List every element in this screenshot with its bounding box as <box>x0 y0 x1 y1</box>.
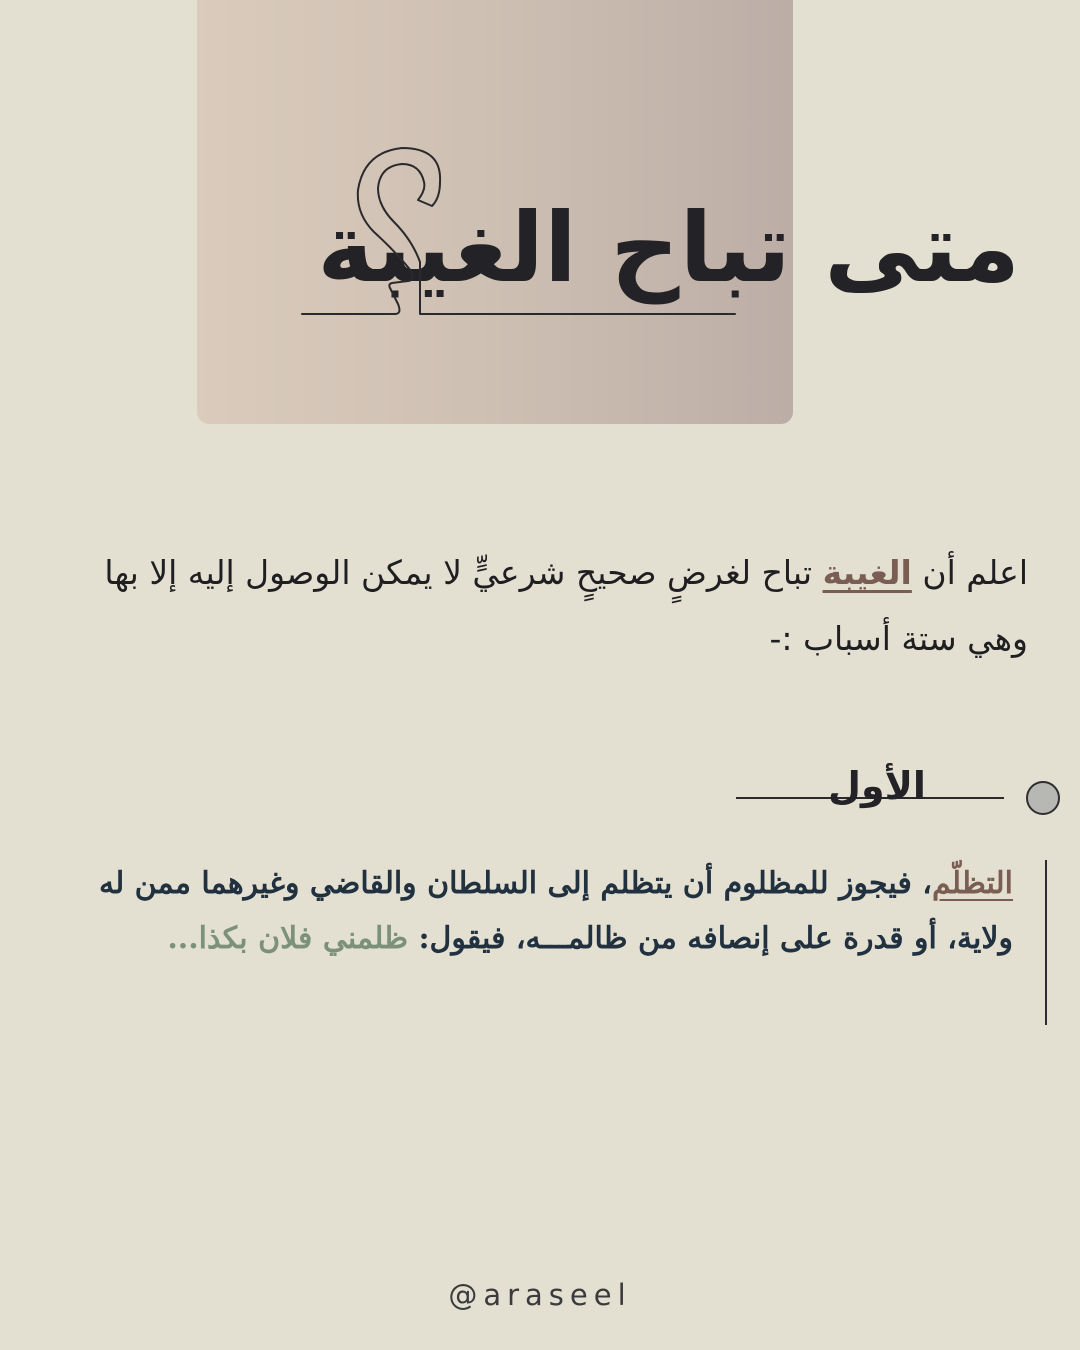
bullet-circle-icon <box>1026 781 1060 815</box>
quote-body: ، فيجوز للمظلوم أن يتظلم إلى السلطان والقاضي وغيرهما ممن له ولاية، أو قدرة على إنصافه من ظالمـــه، فيقول: <box>99 866 1013 956</box>
question-mark-icon <box>300 140 750 320</box>
quote-paragraph <box>70 856 1013 966</box>
quote-bar <box>1045 860 1047 1025</box>
quote-term: التظلّم <box>931 866 1013 901</box>
intro-paragraph <box>52 540 1028 672</box>
footer-handle: @araseel <box>448 1278 632 1312</box>
intro-rest: تباح لغرضٍ صحيحٍ شرعيٍّ لا يمكن الوصول إليه إلا بها وهي ستة أسباب :- <box>104 553 1028 658</box>
quote-example: ظلمني فلان بكذا... <box>167 921 409 956</box>
intro-prefix: اعلم أن <box>911 553 1028 592</box>
intro-highlight-term: الغيبة <box>822 553 912 592</box>
page-title: متى تباح الغيبة <box>317 192 1020 304</box>
section-label: الأول <box>828 764 926 808</box>
